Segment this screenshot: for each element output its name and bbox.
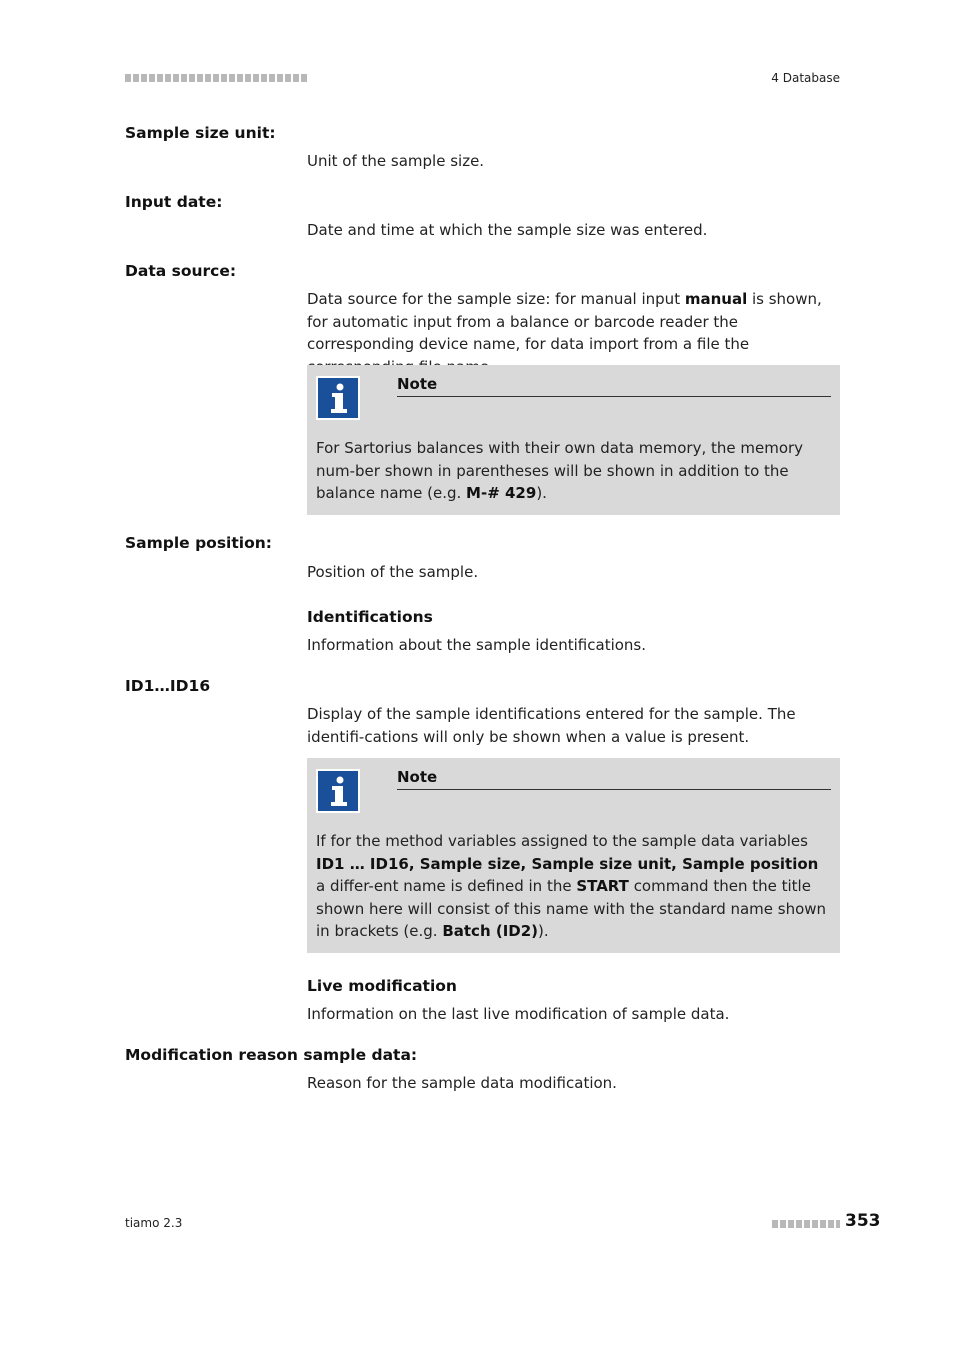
term-sample-position: Sample position: [125, 534, 272, 552]
footer-product: tiamo 2.3 [125, 1216, 183, 1230]
desc-id1-id16: Display of the sample identifications entered for the sample. The identifi-cations will only be shown when a value is present. [307, 705, 796, 746]
term-modification-reason: Modification reason sample data: [125, 1046, 418, 1064]
desc-sample-size-unit: Unit of the sample size. [307, 152, 485, 170]
desc-identifications: Information about the sample identifications. [307, 636, 647, 654]
term-id1-id16: ID1…ID16 [125, 677, 211, 695]
term-sample-size-unit: Sample size unit: [125, 124, 276, 142]
header-decoration [125, 74, 307, 82]
note-title: Note [397, 375, 831, 397]
note-text: For Sartorius balances with their own data memory, the memory num-ber shown in parentheses will be shown in addition to the balance name (e.g. M-# 429). [316, 439, 804, 502]
heading-identifications: Identifications [307, 608, 433, 626]
heading-live-modification: Live modification [307, 977, 457, 995]
desc-sample-position: Position of the sample. [307, 563, 479, 581]
note-box-variables [307, 758, 840, 953]
desc-input-date: Date and time at which the sample size was entered. [307, 221, 708, 239]
desc-live-modification: Information on the last live modification of sample data. [307, 1005, 730, 1023]
desc-modification-reason: Reason for the sample data modification. [307, 1074, 617, 1092]
page-number: 353 [845, 1211, 881, 1231]
term-data-source: Data source: [125, 262, 237, 280]
chapter-title: 4 Database [771, 71, 840, 85]
note-box-balance [307, 365, 840, 515]
note-title: Note [397, 768, 831, 790]
info-icon [316, 769, 360, 813]
info-icon [316, 376, 360, 420]
term-input-date: Input date: [125, 193, 223, 211]
desc-data-source: Data source for the sample size: for manual input manual is shown, for automatic input from a balance or barcode reader the corresponding device name, for data import from a file the [307, 290, 822, 353]
note-text: If for the method variables assigned to the sample data variables ID1 … ID16, Sample size, Sample size unit, Sample position a differ-ent name is defined in the START command then the title shown here will consist of this name with the standard name shown in brackets (e.g. Batch (ID2)). [316, 832, 827, 940]
footer-decoration [772, 1220, 840, 1228]
